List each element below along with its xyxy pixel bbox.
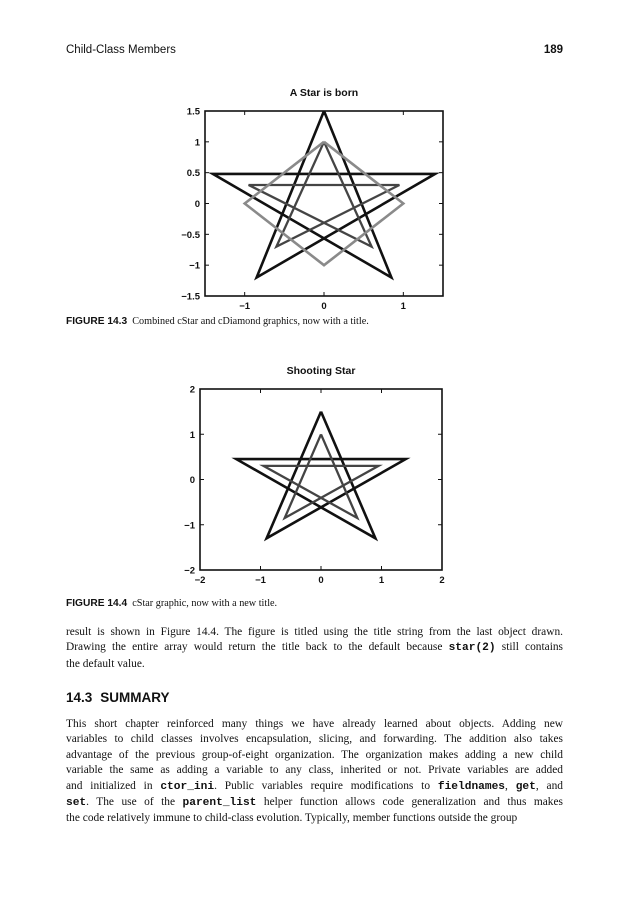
figure-14-3 — [0, 84, 629, 312]
y-tick-label: 0 — [189, 475, 195, 486]
y-tick-label: 1 — [194, 137, 200, 149]
series-line-1 — [213, 111, 435, 278]
y-tick-label: 0 — [194, 199, 200, 210]
text-line — [66, 763, 563, 778]
inline-code: fieldnames — [437, 780, 506, 793]
summary-paragraph — [66, 717, 563, 827]
x-tick-label: −1 — [255, 575, 266, 586]
text-line — [66, 795, 563, 811]
text-run: variables to child classes involves encapsulation, slicing, and forwarding. The addition also takes — [66, 733, 563, 746]
text-line — [66, 811, 563, 826]
text-run: advantage of the previous group-of-eight organization. The organization makes adding a new child — [66, 748, 563, 761]
y-tick-label: −1.5 — [181, 291, 200, 303]
chart-title: Shooting Star — [286, 365, 356, 377]
y-tick-label: 2 — [189, 384, 195, 396]
caption-text: Combined cStar and cDiamond graphics, now with a title. — [132, 316, 369, 327]
figure-14-4 — [0, 362, 629, 584]
figure-14-4-caption — [66, 598, 277, 609]
series-line-2 — [249, 142, 400, 247]
text-run: the code relatively immune to child-class evolution. Typically, member functions outside the group — [66, 812, 518, 825]
text-run: and initialized in — [66, 779, 161, 792]
inline-code: get — [515, 780, 536, 793]
section-heading — [66, 690, 170, 705]
text-run: helper function allows code generalization and thus makes — [256, 796, 563, 809]
series-line-1 — [236, 412, 405, 539]
y-tick-label: −2 — [184, 565, 195, 577]
y-tick-label: −1 — [184, 520, 195, 532]
inline-code: ctor_ini — [160, 780, 215, 793]
y-tick-label: 0.5 — [186, 168, 200, 180]
inline-code: star(2) — [448, 642, 496, 655]
text-line — [66, 779, 563, 795]
text-line — [66, 625, 563, 640]
caption-label: FIGURE 14.3 — [66, 316, 128, 327]
chart-title: A Star is born — [289, 87, 359, 99]
inline-code: parent_list — [182, 797, 257, 810]
text-run: variable the same as adding a variable to any class, inherited or not. Private variables are added — [66, 764, 563, 777]
text-run: , and — [535, 779, 563, 792]
x-tick-label: −1 — [239, 301, 251, 312]
plot-frame — [200, 389, 442, 570]
running-header — [66, 44, 563, 62]
text-run: . The use of the — [86, 796, 183, 809]
x-tick-label: 0 — [318, 575, 324, 586]
text-run: still contains — [495, 641, 563, 654]
text-run: Drawing the entire array would return the title back to the default because — [66, 641, 449, 654]
x-tick-label: 1 — [400, 301, 406, 312]
y-tick-label: −1 — [189, 260, 200, 272]
text-run: the default value. — [66, 657, 145, 670]
text-run: This short chapter reinforced many things we have already learned about objects. Adding new — [66, 718, 563, 730]
plot-frame — [205, 111, 443, 296]
body-paragraph — [66, 625, 563, 672]
text-run: . Public variables require modifications to — [214, 779, 438, 792]
text-line — [66, 657, 563, 672]
x-tick-label: −2 — [194, 575, 206, 586]
caption-text: cStar graphic, now with a new title. — [132, 598, 278, 609]
x-tick-label: 1 — [378, 575, 385, 586]
figure-14-3-caption — [66, 316, 369, 327]
text-run: result is shown in Figure 14.4. The figure is titled using the title string from the last object drawn. — [66, 626, 563, 638]
section-title: SUMMARY — [100, 690, 170, 705]
page-number: 189 — [543, 44, 563, 56]
running-title: Child-Class Members — [66, 44, 176, 56]
x-tick-label: 0 — [321, 301, 327, 312]
text-run: , — [505, 779, 516, 792]
figure-14-4-chart — [0, 362, 629, 584]
text-line — [66, 748, 563, 763]
inline-code: set — [66, 797, 87, 810]
y-tick-label: 1 — [189, 429, 195, 441]
figure-14-3-chart — [0, 84, 629, 312]
caption-label: FIGURE 14.4 — [66, 598, 128, 609]
text-line — [66, 732, 563, 747]
x-tick-label: 2 — [439, 575, 445, 586]
text-line — [66, 717, 563, 732]
text-line — [66, 640, 563, 656]
y-tick-label: −0.5 — [181, 229, 200, 241]
y-tick-label: 1.5 — [186, 106, 200, 118]
section-number: 14.3 — [66, 690, 93, 705]
